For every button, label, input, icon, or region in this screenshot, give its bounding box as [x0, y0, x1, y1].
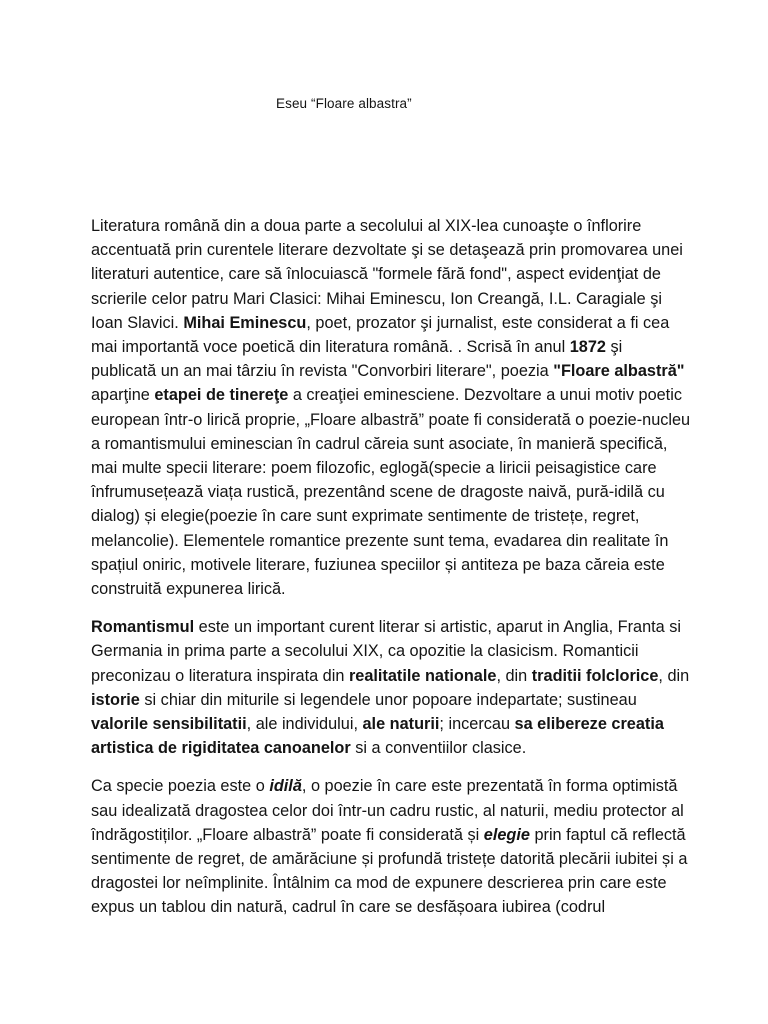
emphasized-text: Mihai Eminescu: [183, 313, 307, 332]
document-body: [91, 214, 691, 934]
emphasized-text: traditii folclorice: [531, 666, 659, 685]
emphasized-text: idilă: [269, 777, 302, 796]
text-run: , poet, prozator şi jurnalist, este considerat a fi cea mai importantă voce poetică din literatura română. . Scrisă în anul: [91, 313, 670, 357]
document-title: Eseu “Floare albastra”: [276, 96, 412, 111]
emphasized-text: sa elibereze creatia artistica de rigiditatea canoanelor: [91, 715, 664, 758]
emphasized-text: Romantismul: [91, 618, 195, 637]
emphasized-text: etapei de tinereţe: [154, 386, 289, 405]
body-paragraph: [91, 615, 691, 760]
emphasized-text: valorile sensibilitatii: [91, 715, 247, 734]
text-run: este un important curent literar si artistic, aparut in Anglia, Franta si Germania in prima parte a secolului XIX, ca opozitie la clasicism. Romanticii preconizau o literatura inspirata din: [91, 618, 681, 685]
emphasized-text: 1872: [569, 338, 606, 357]
text-run: şi publicată un an mai târziu în revista "Convorbiri literare", poezia: [91, 338, 623, 381]
text-run: , din: [496, 666, 532, 685]
emphasized-text: ale naturii: [362, 715, 440, 734]
text-run: , ale individului,: [246, 715, 363, 734]
emphasized-text: realitatile nationale: [348, 666, 497, 685]
text-run: a creaţiei eminesciene. Dezvoltare a unui motiv poetic european într-o lirică proprie, „Floare albastră” poate fi considerată o poezie-nucleu a romantismului eminescian în cadrul căreia sunt asociate, în manieră specifică, mai multe specii literare: poem filozofic, eglogă(specie a liricii peisagistice care înfrumusețează viața rustică, prezentând scene de dragoste naivă, pură-idilă cu dialog) și elegie(poezie în care sunt exprimate sentimente de tristețe, regret, melancolie). Elementele romantice prezente sunt tema, evadarea din realitate în spațiul oniric, motivele literare, fuziunea speciilor și antiteza pe baza căreia este construită expunerea lirică.: [91, 386, 691, 599]
emphasized-text: "Floare albastră": [553, 362, 685, 381]
body-paragraph: [91, 774, 691, 919]
text-run: ; incercau: [439, 715, 515, 734]
text-run: , din: [658, 666, 690, 685]
emphasized-text: elegie: [483, 825, 530, 844]
text-run: aparţine: [91, 386, 155, 405]
text-run: prin faptul că reflectă sentimente de regret, de amărăciune și profundă tristețe datorită plecării iubitei și a dragostei lor neîmplinite. Întâlnim ca mod de expunere descrierea prin care este expus un tablou din natură, cadrul în care se desfășoara iubirea (codrul: [91, 825, 688, 917]
text-run: Literatura română din a doua parte a secolului al XIX-lea cunoaşte o înflorire accentuată prin curentele literare dezvoltate şi se detaşează prin promovarea unei literaturi autentice, care să înlocuiască "formele fără fond", aspect evidenţiat de scrierile celor patru Mari Clasici: Mihai Eminescu, Ion Creangă, I.L. Caragiale şi Ioan Slavici.: [91, 217, 683, 332]
text-run: si chiar din miturile si legendele unor popoare indepartate; sustineau: [139, 690, 637, 709]
body-paragraph: [91, 214, 691, 601]
text-run: , o poezie în care este prezentată în forma optimistă sau idealizată dragostea celor doi într-un cadru rustic, al naturii, mediu protector al îndrăgostiților. „Floare albastră” poate fi considerată și: [91, 777, 684, 844]
text-run: si a conventiilor clasice.: [350, 739, 527, 758]
emphasized-text: istorie: [91, 690, 140, 709]
text-run: Ca specie poezia este o: [91, 777, 270, 796]
